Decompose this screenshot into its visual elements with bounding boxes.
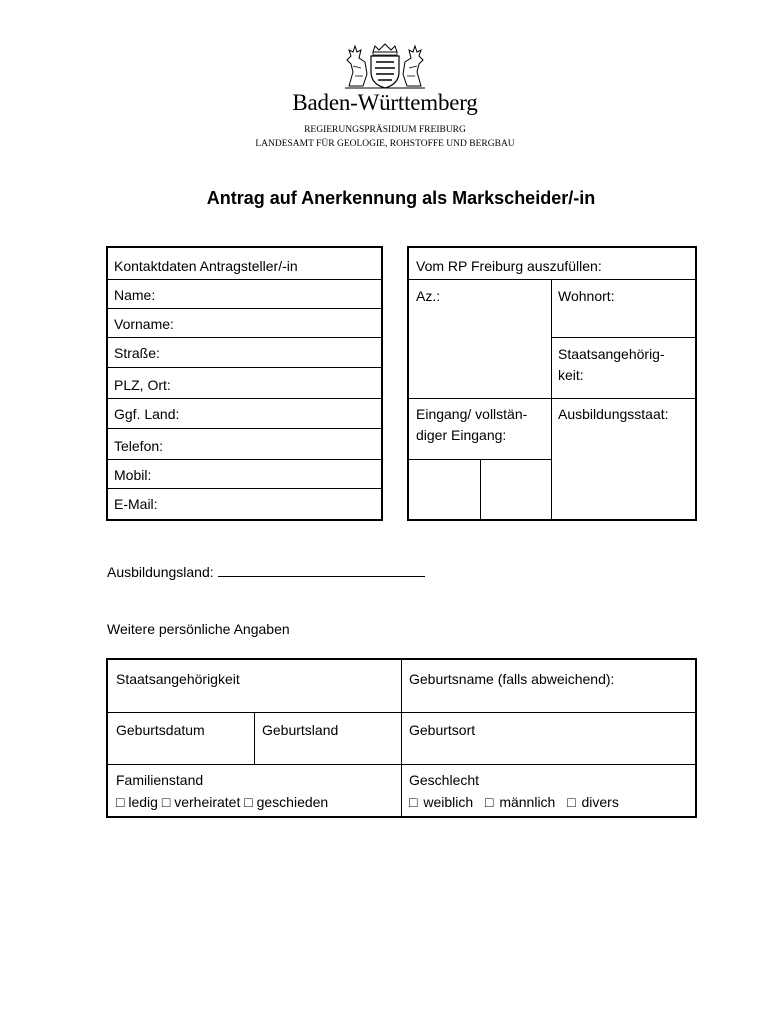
field-staatsangehoerigkeit-personal[interactable]: Staatsangehörigkeit: [116, 671, 240, 687]
ausbildungsland-label: Ausbildungsland:: [107, 564, 214, 580]
checkbox-divers[interactable]: □: [567, 794, 576, 810]
field-geburtsdatum[interactable]: Geburtsdatum: [116, 722, 205, 738]
field-plz-ort[interactable]: PLZ, Ort:: [114, 377, 171, 393]
office-heading: Vom RP Freiburg auszufüllen:: [416, 258, 602, 274]
personal-section-title: Weitere persönliche Angaben: [107, 621, 290, 637]
field-geburtsland[interactable]: Geburtsland: [262, 722, 339, 738]
option-ledig: ledig: [128, 794, 158, 810]
option-verheiratet: verheiratet: [174, 794, 241, 810]
field-geburtsort[interactable]: Geburtsort: [409, 722, 476, 738]
office-use-box: [407, 246, 697, 521]
field-az[interactable]: Az.:: [416, 288, 441, 304]
field-vorname[interactable]: Vorname:: [114, 316, 174, 332]
checkbox-verheiratet[interactable]: □: [161, 794, 171, 810]
familienstand-options: [116, 792, 328, 813]
ausbildungsland-input-line[interactable]: [218, 563, 425, 577]
field-staatsangehoerigkeit[interactable]: Staatsangehörig- keit:: [558, 346, 665, 383]
field-name[interactable]: Name:: [114, 287, 156, 303]
checkbox-ledig[interactable]: □: [116, 794, 125, 810]
option-geschieden: geschieden: [256, 794, 329, 810]
field-land[interactable]: Ggf. Land:: [114, 406, 180, 422]
geschlecht-options: [409, 792, 619, 813]
field-geschlecht: Geschlecht: [409, 772, 480, 788]
coat-of-arms-icon: [343, 42, 427, 90]
option-maennlich: männlich: [499, 794, 556, 810]
personal-data-box: [106, 658, 697, 818]
contact-heading: Kontaktdaten Antragsteller/-in: [114, 258, 298, 274]
contact-data-box: [106, 246, 383, 521]
ausbildungsland-row: [107, 563, 425, 580]
authority-name: REGIERUNGSPRÄSIDIUM FREIBURG: [304, 125, 466, 135]
checkbox-weiblich[interactable]: □: [409, 794, 418, 810]
field-wohnort[interactable]: Wohnort:: [558, 288, 615, 304]
field-ausbildungsstaat[interactable]: Ausbildungsstaat:: [558, 406, 669, 422]
checkbox-geschieden[interactable]: □: [244, 794, 253, 810]
checkbox-maennlich[interactable]: □: [484, 794, 494, 810]
field-mobil[interactable]: Mobil:: [114, 467, 152, 483]
document-title: Antrag auf Anerkennung als Markscheider/-in: [206, 188, 596, 208]
department-name: LANDESAMT FÜR GEOLOGIE, ROHSTOFFE UND BERGBAU: [255, 139, 515, 149]
field-strasse[interactable]: Straße:: [114, 345, 160, 361]
option-weiblich: weiblich: [423, 794, 474, 810]
field-eingang[interactable]: Eingang/ vollstän- diger Eingang:: [416, 406, 528, 443]
field-geburtsname[interactable]: Geburtsname (falls abweichend):: [409, 671, 615, 687]
field-email[interactable]: E-Mail:: [114, 496, 158, 512]
field-familienstand: Familienstand: [116, 772, 204, 788]
option-divers: divers: [581, 794, 619, 810]
state-name: Baden-Württemberg: [292, 90, 478, 115]
field-telefon[interactable]: Telefon:: [114, 438, 164, 454]
